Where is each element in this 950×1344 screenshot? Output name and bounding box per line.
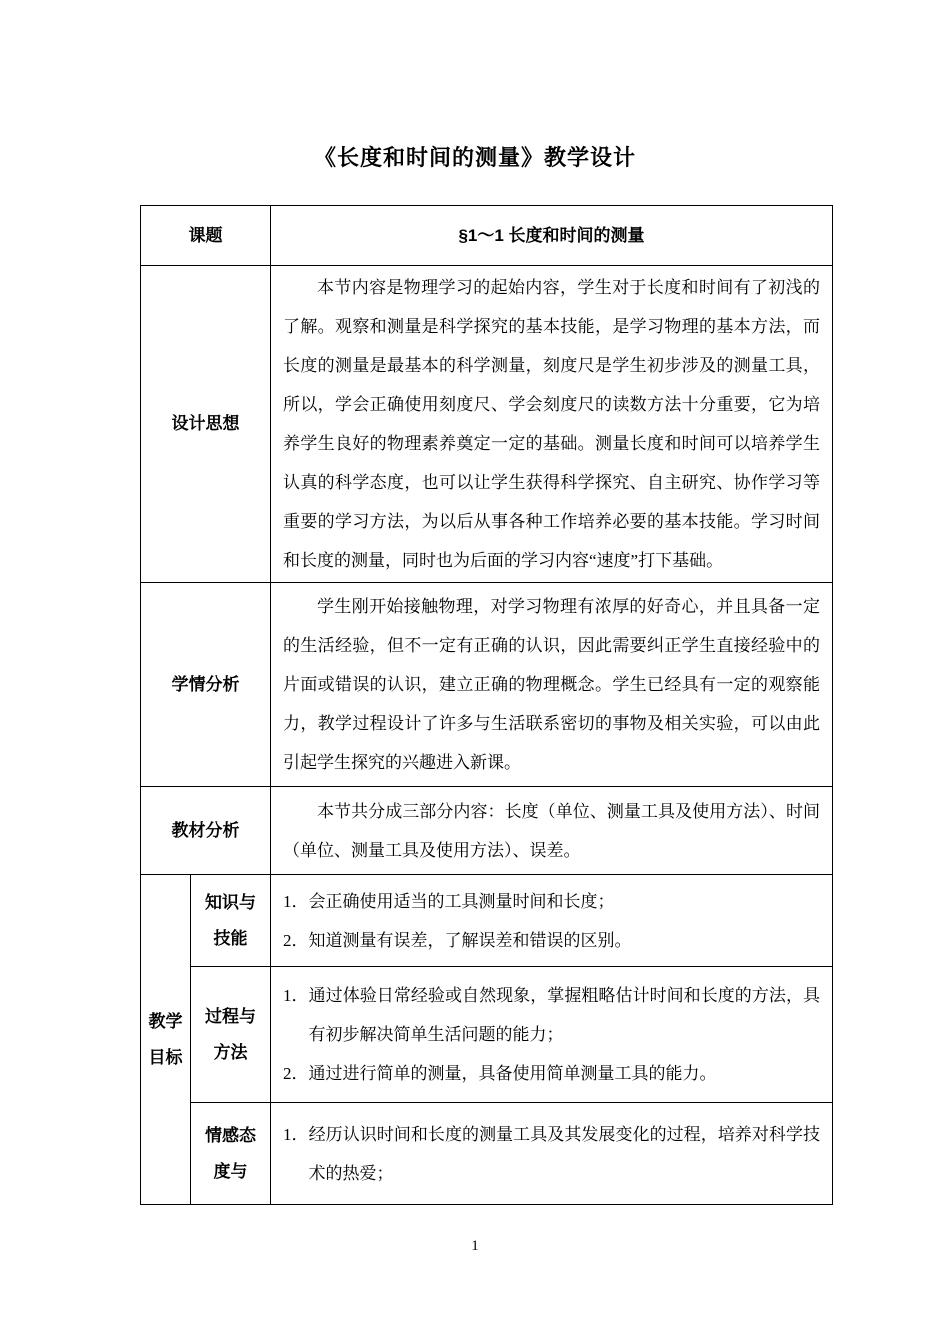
page-number: 1 xyxy=(471,1238,479,1254)
teaching-goals-label-line2: 目标 xyxy=(148,1047,183,1067)
emotional-attitude-label xyxy=(191,1103,271,1205)
material-analysis-paragraph: 本节共分成三部分内容：长度（单位、测量工具及使用方法）、时间（单位、测量工具及使用方法）、误差。 xyxy=(283,801,820,860)
topic-content: §1～1 长度和时间的测量 xyxy=(271,206,833,266)
process-methods-item: 1．通过体验日常经验或自然现象，掌握粗略估计时间和长度的方法，具有初步解决简单生活问题的能力； xyxy=(283,986,820,1044)
design-concept-paragraph: 本节内容是物理学习的起始内容，学生对于长度和时间有了初浅的了解。观察和测量是科学探究的基本技能，是学习物理的基本方法，而长度的测量是最基本的科学测量，刻度尺是学生初步涉及的测量工具，所以，学会正确使用刻度尺、学会刻度尺的读数方法十分重要，它为培养学生良好的物理素养奠定一定的基础。测量长度和时间可以培养学生认真的科学态度，也可以让学生获得科学探究、自主研究、协作学习等重要的学习方法，为以后从事各种工作培养必要的基本技能。学习时间和长度的测量，同时也为后面的学习内容“速度”打下基础。 xyxy=(283,278,820,570)
emotional-attitude-item: 1．经历认识时间和长度的测量工具及其发展变化的过程，培养对科学技术的热爱； xyxy=(283,1124,820,1183)
table-row-emotional-attitude xyxy=(141,1103,833,1205)
table-row-learner-analysis xyxy=(141,583,833,787)
knowledge-skills-label xyxy=(191,875,271,967)
knowledge-skills-cell xyxy=(271,875,833,967)
process-methods-cell xyxy=(271,967,833,1103)
emotional-attitude-label-line1: 情感态 xyxy=(205,1125,256,1145)
knowledge-skills-label-line2: 技能 xyxy=(213,928,248,948)
table-row-process-methods xyxy=(141,967,833,1103)
knowledge-skills-item: 1．会正确使用适当的工具测量时间和长度； xyxy=(283,891,615,911)
table-row-material-analysis xyxy=(141,787,833,875)
emotional-attitude-cell xyxy=(271,1103,833,1205)
topic-label: 课题 xyxy=(141,206,271,266)
process-methods-label xyxy=(191,967,271,1103)
table-row-design-concept xyxy=(141,266,833,583)
emotional-attitude-label-line2: 度与 xyxy=(213,1161,248,1181)
learner-analysis-cell xyxy=(271,583,833,787)
table-row-topic xyxy=(141,206,833,266)
process-methods-label-line1: 过程与 xyxy=(205,1006,256,1026)
knowledge-skills-item: 2．知道测量有误差，了解误差和错误的区别。 xyxy=(283,930,632,950)
design-concept-label: 设计思想 xyxy=(141,266,271,583)
material-analysis-cell xyxy=(271,787,833,875)
teaching-goals-label-line1: 教学 xyxy=(148,1011,183,1031)
process-methods-label-line2: 方法 xyxy=(213,1042,248,1062)
material-analysis-label: 教材分析 xyxy=(141,787,271,875)
teaching-goals-label xyxy=(141,875,191,1205)
learner-analysis-label: 学情分析 xyxy=(141,583,271,787)
table-row-knowledge-skills xyxy=(141,875,833,967)
knowledge-skills-label-line1: 知识与 xyxy=(205,892,256,912)
lesson-plan-table xyxy=(140,205,833,1205)
design-concept-cell xyxy=(271,266,833,583)
process-methods-item: 2．通过进行简单的测量，具备使用简单测量工具的能力。 xyxy=(283,1064,717,1083)
learner-analysis-paragraph: 学生刚开始接触物理，对学习物理有浓厚的好奇心，并且具备一定的生活经验，但不一定有正确的认识，因此需要纠正学生直接经验中的片面或错误的认识，建立正确的物理概念。学生已经具有一定的观察能力，教学过程设计了许多与生活联系密切的事物及相关实验，可以由此引起学生探究的兴趣进入新课。 xyxy=(283,597,820,772)
document-title: 《长度和时间的测量》教学设计 xyxy=(313,145,636,170)
